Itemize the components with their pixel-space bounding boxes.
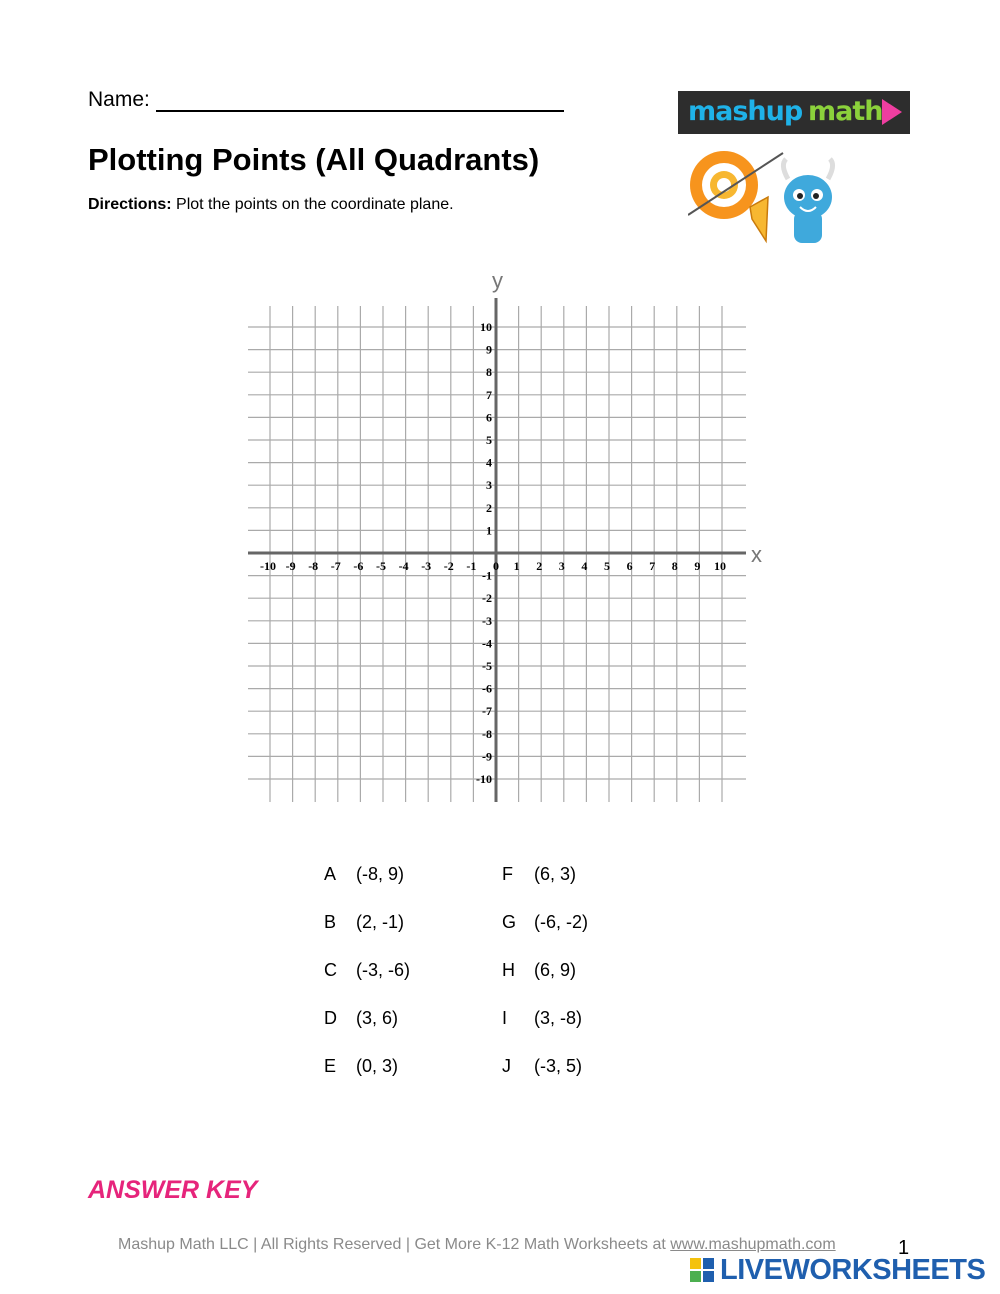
x-tick-label: 9 [694, 559, 701, 573]
y-tick-label: 2 [486, 500, 492, 515]
point-coordinates: (-6, -2) [534, 912, 588, 932]
point-coordinates: (3, -8) [534, 1008, 583, 1028]
point-coordinates: (0, 3) [356, 1056, 399, 1076]
x-tick-label: -1 [466, 559, 477, 573]
y-tick-label: 10 [480, 320, 492, 334]
y-axis-label: y [492, 268, 503, 293]
point-label: B [324, 912, 337, 932]
x-tick-label: 1 [513, 559, 520, 573]
point-label: I [502, 1008, 508, 1028]
page-number: 1 [898, 1237, 910, 1259]
y-tick-label: -4 [482, 636, 492, 651]
directions-text: Plot the points on the coordinate plane. [176, 196, 454, 213]
y-tick-label: 5 [486, 433, 492, 447]
x-tick-label: 7 [649, 559, 656, 573]
name-label: Name: [88, 88, 150, 111]
worksheet-title: Plotting Points (All Quadrants) [88, 142, 540, 177]
answer-key-heading: ANSWER KEY [88, 1176, 258, 1204]
x-tick-label: -3 [421, 559, 432, 573]
liveworksheets-text: LIVEWORKSHEETS [720, 1254, 986, 1286]
x-tick-label: 6 [626, 559, 633, 573]
point-coordinates: (-3, 5) [534, 1056, 583, 1076]
y-tick-label: 8 [486, 365, 492, 380]
x-tick-label: 4 [581, 559, 588, 573]
footer-text: Mashup Math LLC | All Rights Reserved | Get More K-12 Math Worksheets at [118, 1236, 671, 1253]
y-tick-label: 7 [486, 387, 492, 402]
point-label: E [324, 1056, 337, 1076]
point-label: A [324, 864, 337, 884]
point-coordinates: (-8, 9) [356, 864, 405, 884]
x-tick-label: -6 [353, 559, 364, 573]
point-label: D [324, 1008, 337, 1028]
point-label: J [502, 1056, 511, 1076]
x-tick-label: 0 [493, 559, 499, 573]
x-tick-label: 10 [714, 559, 726, 573]
liveworksheets-watermark [690, 1254, 985, 1286]
point-label: G [502, 912, 517, 932]
point-coordinates: (-3, -6) [356, 960, 410, 980]
y-tick-label: -10 [476, 772, 492, 786]
x-tick-label: 8 [671, 559, 678, 573]
y-tick-label: -1 [482, 568, 492, 583]
x-tick-label: -9 [285, 559, 296, 573]
point-label: F [502, 864, 513, 884]
directions-label: Directions: [88, 196, 172, 213]
point-coordinates: (6, 9) [534, 960, 577, 980]
x-tick-label: 5 [604, 559, 610, 573]
footer [118, 1236, 836, 1254]
x-tick-label: 3 [558, 559, 565, 573]
y-tick-label: 4 [486, 455, 492, 470]
y-tick-label: -2 [482, 591, 492, 606]
x-tick-label: -8 [308, 559, 319, 573]
x-axis-label: x [751, 542, 762, 567]
y-tick-label: 9 [486, 342, 492, 357]
x-tick-label: -10 [260, 559, 276, 573]
y-tick-label: -6 [482, 681, 492, 696]
y-tick-label: -7 [482, 704, 492, 719]
logo-mash-text: mashup [688, 96, 803, 127]
x-tick-label: -4 [398, 559, 409, 573]
y-tick-label: 3 [486, 478, 492, 493]
y-tick-label: -5 [482, 659, 492, 673]
point-label: C [324, 960, 337, 980]
liveworksheets-cube-icon [690, 1258, 716, 1284]
footer-link[interactable]: www.mashupmath.com [670, 1236, 836, 1253]
x-tick-label: 2 [536, 559, 543, 573]
y-tick-label: -8 [482, 726, 492, 741]
y-tick-label: 1 [486, 523, 492, 538]
point-label: H [502, 960, 515, 980]
x-tick-label: -7 [330, 559, 341, 573]
y-tick-label: 6 [486, 410, 492, 425]
x-tick-label: -5 [376, 559, 386, 573]
point-coordinates: (2, -1) [356, 912, 405, 932]
logo-math-text: math [808, 96, 883, 127]
y-tick-label: -9 [482, 749, 492, 764]
y-tick-label: -3 [482, 613, 492, 628]
x-tick-label: -2 [443, 559, 454, 573]
point-coordinates: (3, 6) [356, 1008, 399, 1028]
point-coordinates: (6, 3) [534, 864, 577, 884]
